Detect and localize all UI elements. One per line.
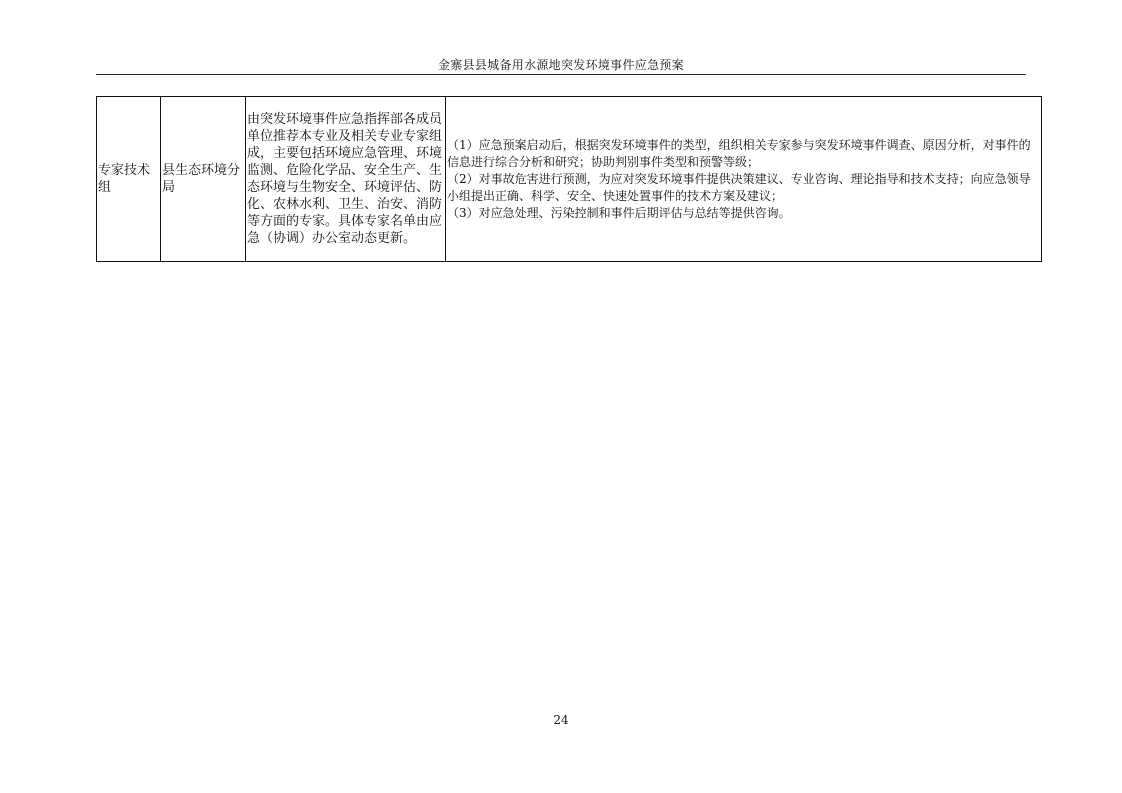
header-divider — [96, 74, 1026, 75]
responsibility-table — [96, 96, 1042, 262]
table-row — [97, 97, 1042, 262]
document-header-title: 金寨县县城备用水源地突发环境事件应急预案 — [437, 58, 684, 72]
duty-item: （3）对应急处理、污染控制和事件后期评估与总结等提供咨询。 — [447, 205, 791, 220]
lead-unit-cell: 县生态环境分局 — [161, 97, 246, 262]
duty-item: （2）对事故危害进行预测，为应对突发环境事件提供决策建议、专业咨询、理论指导和技术支持；向应急领导小组提出正确、科学、安全、快速处置事件的技术方案及建议； — [447, 171, 1031, 203]
members-cell: 由突发环境事件应急指挥部各成员单位推荐本专业及相关专业专家组成，主要包括环境应急管理、环境监测、危险化学品、安全生产、生态环境与生物安全、环境评估、防化、农林水利、卫生、治安、消防等方面的专家。具体专家名单由应急（协调）办公室动态更新。 — [246, 97, 446, 262]
duty-item: （1）应急预案启动后，根据突发环境事件的类型，组织相关专家参与突发环境事件调查、原因分析，对事件的信息进行综合分析和研究；协助判别事件类型和预警等级； — [447, 137, 1031, 169]
duties-cell — [446, 97, 1042, 262]
group-name-cell: 专家技术组 — [97, 97, 161, 262]
page-number: 24 — [553, 713, 569, 727]
